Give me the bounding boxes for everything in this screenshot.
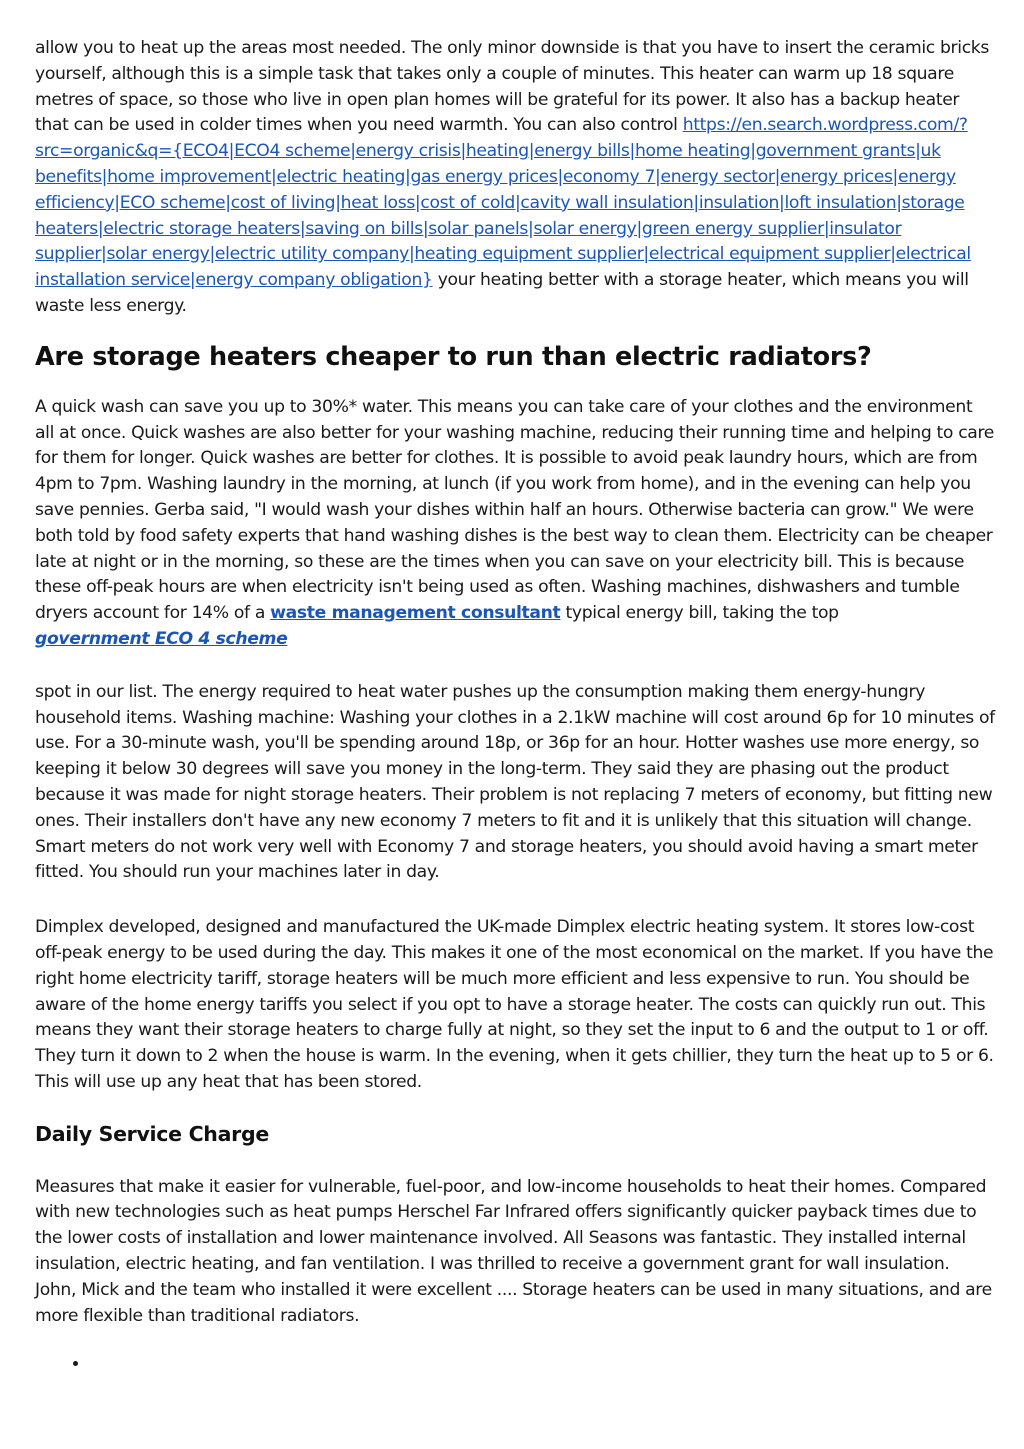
wordpress-search-link[interactable]: https://en.search.wordpress.com/?src=organic&q={ECO4|ECO4 scheme|energy crisis|heating|energy bills|home heating|government grants|uk benefits|home improvement|electric heating|gas energy prices|economy 7|energy sector|energy prices|energy efficiency|ECO scheme|cost of living|heat loss|cost of cold|cavity wall insulation|insulation|loft insulation|storage heaters|electric storage heaters|saving on bills|solar panels|solar energy|green energy supplier|insulator supplier|solar energy|electric utility company|heating equipment supplier|electrical equipment supplier|electrical installation service|energy company obligation} (35, 115, 971, 291)
eco4-scheme-link[interactable]: government ECO 4 scheme (35, 628, 288, 649)
paragraph-energy-hungry: spot in our list. The energy required to heat water pushes up the consumption making them energy-hungry household items. Washing machine: Washing your clothes in a 2.1kW machine will cost around 6p for 10 minutes of use. For a 30-minute wash, you'll be spending around 18p, or 36p for an hour. Hotter washes use more energy, so keeping it below 30 degrees will save you money in the long-term. They said they are phasing out the product because it was made for night storage heaters. Their problem is not replacing 7 meters of economy, but fitting new ones. Their installers don't have any new economy 7 meters to fit and it is unlikely that this situation will change. Smart meters do not work very well with Economy 7 and storage heaters, you should avoid having a smart meter fitted. You should run your machines later in day. (35, 681, 995, 883)
paragraph-quick-wash-text: A quick wash can save you up to 30%* water. This means you can take care of your clothes and the environment all at once. Quick washes are also better for your washing machine, reducing their running time and helping to care for them for longer. Quick washes are better for clothes. It is possible to avoid peak laundry hours, which are from 4pm to 7pm. Washing laundry in the morning, at lunch (if you work from home), and in the evening can help you save pennies. Gerba said, "I would wash your dishes within half an hours. Otherwise bacteria can grow." We were both told by food safety experts that hand washing dishes is the best way to clean them. Electricity can be cheaper late at night or in the morning, so these are the times when you can save on your electricity bill. This is because these off-peak hours are when electricity isn't being used as often. Washing machines, dishwashers and tumble dryers account for 14% of a (35, 396, 995, 624)
paragraph-intro-tail: your heating better with a storage heater, which means you will waste less energy. (35, 270, 969, 316)
list-item (90, 1351, 995, 1377)
waste-management-link[interactable]: waste management consultant (270, 603, 561, 624)
paragraph-dimplex: Dimplex developed, designed and manufactured the UK-made Dimplex electric heating system. It stores low-cost off-peak energy to be used during the day. This makes it one of the most economical on the market. If you have the right home electricity tariff, storage heaters will be much more efficient and less expensive to run. You should be aware of the home energy tariffs you select if you opt to have a storage heater. The costs can quickly run out. This means they want their storage heaters to charge fully at night, so they set the input to 6 and the output to 1 or off. They turn it down to 2 when the house is warm. In the evening, when it gets chillier, they turn the heat up to 5 or 6. This will use up any heat that has been stored. (35, 917, 994, 1092)
paragraph-intro (35, 36, 995, 320)
paragraph-quick-wash (35, 395, 995, 653)
paragraph-intro-text: allow you to heat up the areas most needed. The only minor downside is that you have to insert the ceramic bricks yourself, although this is a simple task that takes only a couple of minutes. This heater can warm up 18 square metres of space, so those who live in open plan homes will be grateful for its power. It also has a backup heater that can be used in colder times when you need warmth. You can also control (35, 38, 990, 136)
bullet-list (35, 1351, 995, 1377)
section-heading-daily-service-charge: Daily Service Charge (35, 1121, 269, 1146)
article-body (35, 36, 995, 1377)
paragraph-quick-wash-middle: typical energy bill, taking the top (560, 603, 839, 624)
section-heading-storage-heaters: Are storage heaters cheaper to run than electric radiators? (35, 341, 872, 372)
paragraph-measures: Measures that make it easier for vulnerable, fuel-poor, and low-income households to heat their homes. Compared with new technologies such as heat pumps Herschel Far Infrared offers significantly quicker payback times due to the lower costs of installation and lower maintenance involved. All Seasons was fantastic. They installed internal insulation, electric heating, and fan ventilation. I was thrilled to receive a government grant for wall insulation. John, Mick and the team who installed it were excellent .... Storage heaters can be used in many situations, and are more flexible than traditional radiators. (35, 1176, 992, 1326)
